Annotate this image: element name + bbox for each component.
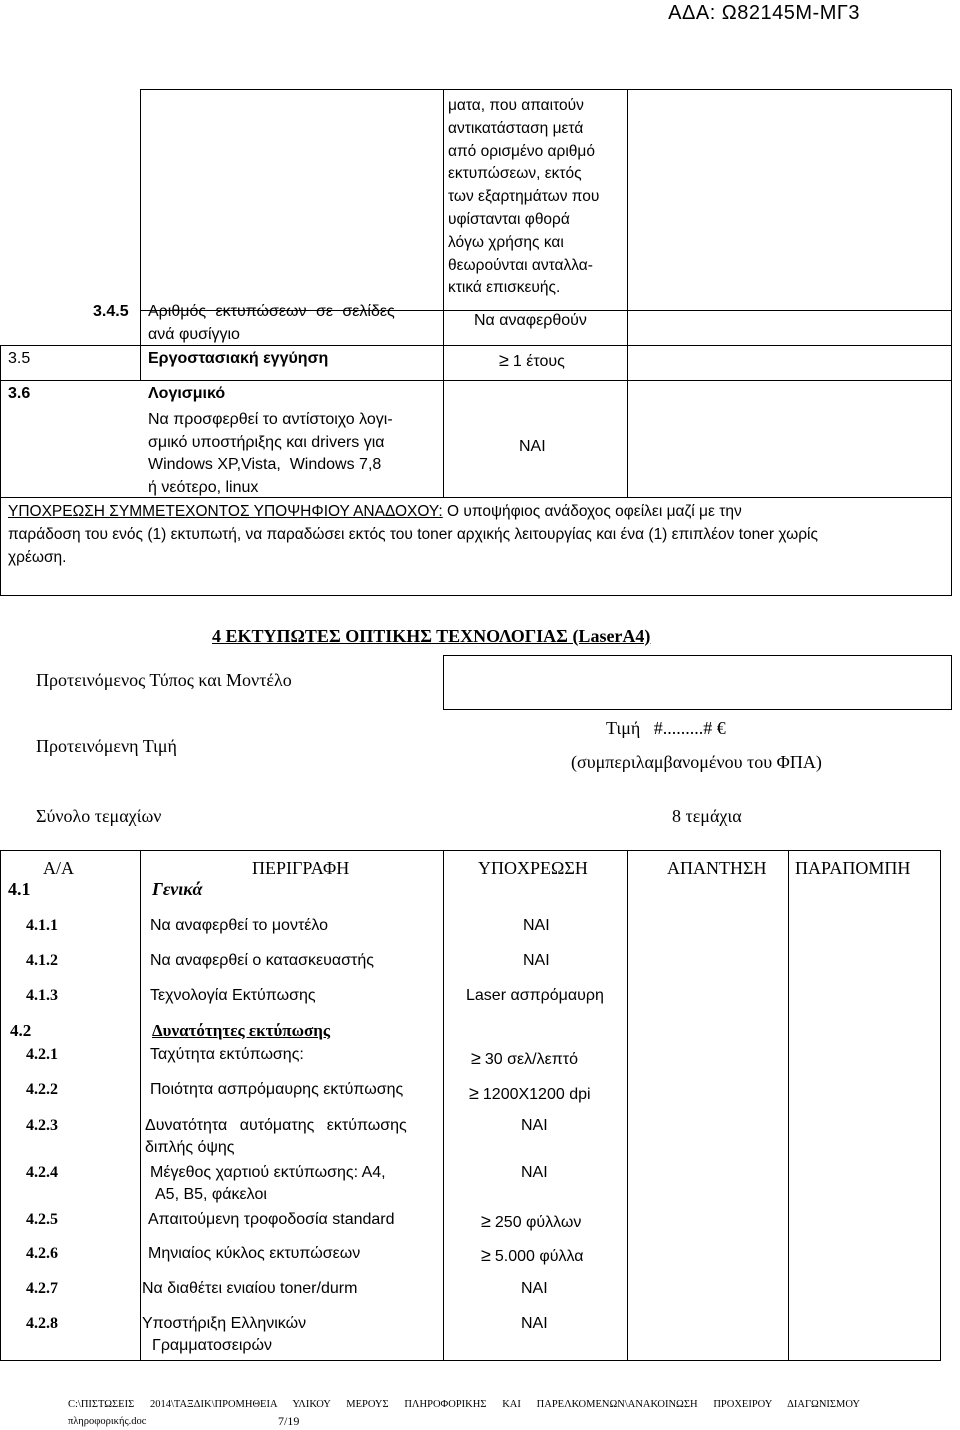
row-description: Ποιότητα ασπρόμαυρης εκτύπωσης: [150, 1081, 404, 1098]
row-description: Να αναφερθεί ο κατασκευαστής: [150, 952, 374, 969]
header-requirement: ΥΠΟΧΡΕΩΣΗ: [478, 858, 588, 878]
text-line: εκτυπώσεων, εκτός: [448, 165, 582, 183]
header-description: ΠΕΡΙΓΡΑΦΗ: [252, 858, 350, 878]
row-number: 4.1.2: [26, 952, 58, 969]
row-number: 4.2.3: [26, 1117, 58, 1134]
text-line: Windows XP,Vista, Windows 7,8: [148, 456, 382, 473]
row-description: Να διαθέτει ενιαίου toner/durm: [142, 1280, 358, 1297]
row-value: ΝΑΙ: [519, 438, 546, 455]
row-title: Λογισμικό: [148, 385, 226, 402]
text-line: των εξαρτημάτων που: [448, 188, 600, 206]
row-number: 3.5: [8, 350, 31, 367]
row-description: Α5, Β5, φάκελοι: [155, 1186, 267, 1203]
greater-or-equal-icon: ≥: [469, 1083, 479, 1103]
price-vat-note: (συμπεριλαμβανομένου του ΦΠΑ): [571, 752, 822, 772]
row-description: διπλής όψης: [145, 1139, 235, 1156]
software-text: [148, 409, 393, 499]
row-number: 4.2.2: [26, 1081, 58, 1098]
row-number: 4.2.5: [26, 1211, 58, 1228]
row-requirement-text: 250 φύλλων: [494, 1214, 582, 1231]
row-description: Υποστήριξη Ελληνικών: [142, 1315, 307, 1332]
row-number: 3.4.5: [93, 303, 129, 320]
group-title: Γενικά: [152, 879, 203, 899]
row-requirement: [471, 1048, 578, 1069]
row-requirement: [481, 1211, 581, 1232]
footer-filename: πληροφορικής.doc: [68, 1416, 147, 1427]
group-title: Δυνατότητες εκτύπωσης: [152, 1021, 331, 1040]
text-line: υφίστανται φθορά: [448, 210, 570, 228]
model-label: Προτεινόμενος Τύπος και Μοντέλο: [36, 670, 292, 690]
header-reference: ΠΑΡΑΠΟΜΠΗ: [795, 858, 911, 878]
row-description: Να αναφερθεί το μοντέλο: [150, 917, 329, 934]
row-requirement: ΝΑΙ: [521, 1315, 548, 1332]
greater-or-equal-icon: ≥: [499, 350, 509, 370]
quantity-label: Σύνολο τεμαχίων: [36, 806, 162, 826]
section-title: 4 ΕΚΤΥΠΩΤΕΣ ΟΠΤΙΚΗΣ ΤΕΧΝΟΛΟΓΙΑΣ (LaserA4): [212, 626, 651, 646]
price-value: Τιμή #.........# €: [606, 718, 726, 738]
row-value: Να αναφερθούν: [474, 312, 587, 329]
row-description: Μηνιαίος κύκλος εκτυπώσεων: [148, 1245, 361, 1262]
row-requirement-text: 1200Χ1200 dpi: [482, 1086, 591, 1103]
row-requirement: ΝΑΙ: [523, 917, 550, 934]
row-number: 4.1.3: [26, 987, 58, 1004]
row-description: Γραμματοσειρών: [152, 1337, 272, 1354]
row-requirement: Laser ασπρόμαυρη: [466, 987, 604, 1004]
footer-page-number: 7/19: [278, 1414, 300, 1428]
row-number: 4.2.1: [26, 1046, 58, 1063]
quantity-value: 8 τεμάχια: [672, 806, 742, 826]
text-line: από ορισμένο αριθμό: [448, 142, 595, 160]
obligation-text: χρέωση.: [8, 549, 67, 566]
text-line: θεωρούνται ανταλλα-: [448, 256, 593, 274]
row-requirement: ΝΑΙ: [521, 1117, 548, 1134]
obligation-text: παράδοση του ενός (1) εκτυπωτή, να παραδώσει εκτός του toner αρχικής λειτουργίας και ένα (1) επιπλέον toner χωρίς: [8, 526, 818, 543]
row-description: Ταχύτητα εκτύπωσης:: [150, 1046, 304, 1063]
text-line: λόγω χρήσης και: [448, 233, 564, 251]
row-label: Εργοστασιακή εγγύηση: [148, 350, 329, 367]
text-line: ματα, που απαιτούν: [448, 97, 584, 114]
obligation-text: Ο υποψήφιος ανάδοχος οφείλει μαζί με την: [442, 503, 742, 520]
greater-or-equal-icon: ≥: [481, 1245, 491, 1265]
row-requirement-text: 30 σελ/λεπτό: [484, 1051, 578, 1068]
row-number: 4.2.4: [26, 1164, 58, 1181]
row-requirement: [469, 1083, 591, 1104]
row-requirement: ΝΑΙ: [523, 952, 550, 969]
continuation-text: [448, 95, 599, 300]
row-number: 4.2.7: [26, 1280, 58, 1297]
header-aa: Α/Α: [43, 858, 74, 878]
row-label: Αριθμός εκτυπώσεων σε σελίδες: [148, 303, 395, 320]
row-value-text: 1 έτους: [512, 353, 565, 370]
row-requirement-text: 5.000 φύλλα: [494, 1248, 584, 1265]
row-requirement: ΝΑΙ: [521, 1164, 548, 1181]
text-line: σμικό υποστήριξης και drivers για: [148, 433, 385, 451]
row-number: 4.1.1: [26, 917, 58, 934]
row-label: ανά φυσίγγιο: [148, 326, 240, 343]
row-requirement: ΝΑΙ: [521, 1280, 548, 1297]
row-description: Μέγεθος χαρτιού εκτύπωσης: Α4,: [150, 1164, 386, 1181]
row-description: Απαιτούμενη τροφοδοσία standard: [148, 1211, 395, 1228]
row-number: 4.2.8: [26, 1315, 58, 1332]
price-label: Προτεινόμενη Τιμή: [36, 736, 177, 756]
group-number: 4.2: [10, 1021, 32, 1040]
text-line: Να προσφερθεί το αντίστοιχο λογι-: [148, 411, 393, 428]
row-value: [499, 350, 565, 371]
row-number: 4.2.6: [26, 1245, 58, 1262]
obligation-paragraph: [8, 500, 952, 569]
text-line: ή νεότερο, linux: [148, 478, 259, 496]
greater-or-equal-icon: ≥: [481, 1211, 491, 1231]
row-requirement: [481, 1245, 584, 1266]
group-number: 4.1: [8, 879, 31, 899]
footer-path: C:\ΠΙΣΤΩΣΕΙΣ 2014\ΤΑΞΔΙΚ\ΠΡΟΜΗΘΕΙΑ ΥΛΙΚΟΥ ΜΕΡΟΥΣ ΠΛΗΡΟΦΟΡΙΚΗΣ ΚΑΙ ΠΑΡΕΛΚΟΜΕΝΩΝ\ΑΝΑΚΟΙΝΩΣΗ ΠΡΟΧΕΙΡΟΥ ΔΙΑΓΩΝΙΣΜΟΥ: [68, 1399, 860, 1410]
row-description: Τεχνολογία Εκτύπωσης: [150, 987, 316, 1004]
ada-code: ΑΔΑ: Ω82145Μ-ΜΓ3: [668, 2, 860, 24]
row-number: 3.6: [8, 385, 31, 402]
text-line: αντικατάσταση μετά: [448, 119, 584, 137]
row-description: Δυνατότητα αυτόματης εκτύπωσης: [145, 1117, 407, 1134]
obligation-heading: ΥΠΟΧΡΕΩΣΗ ΣΥΜΜΕΤΕΧΟΝΤΟΣ ΥΠΟΨΗΦΙΟΥ ΑΝΑΔΟΧΟΥ:: [8, 503, 443, 520]
greater-or-equal-icon: ≥: [471, 1048, 481, 1068]
header-answer: ΑΠΑΝΤΗΣΗ: [667, 858, 767, 878]
text-line: κτικά επισκευής.: [448, 279, 561, 297]
